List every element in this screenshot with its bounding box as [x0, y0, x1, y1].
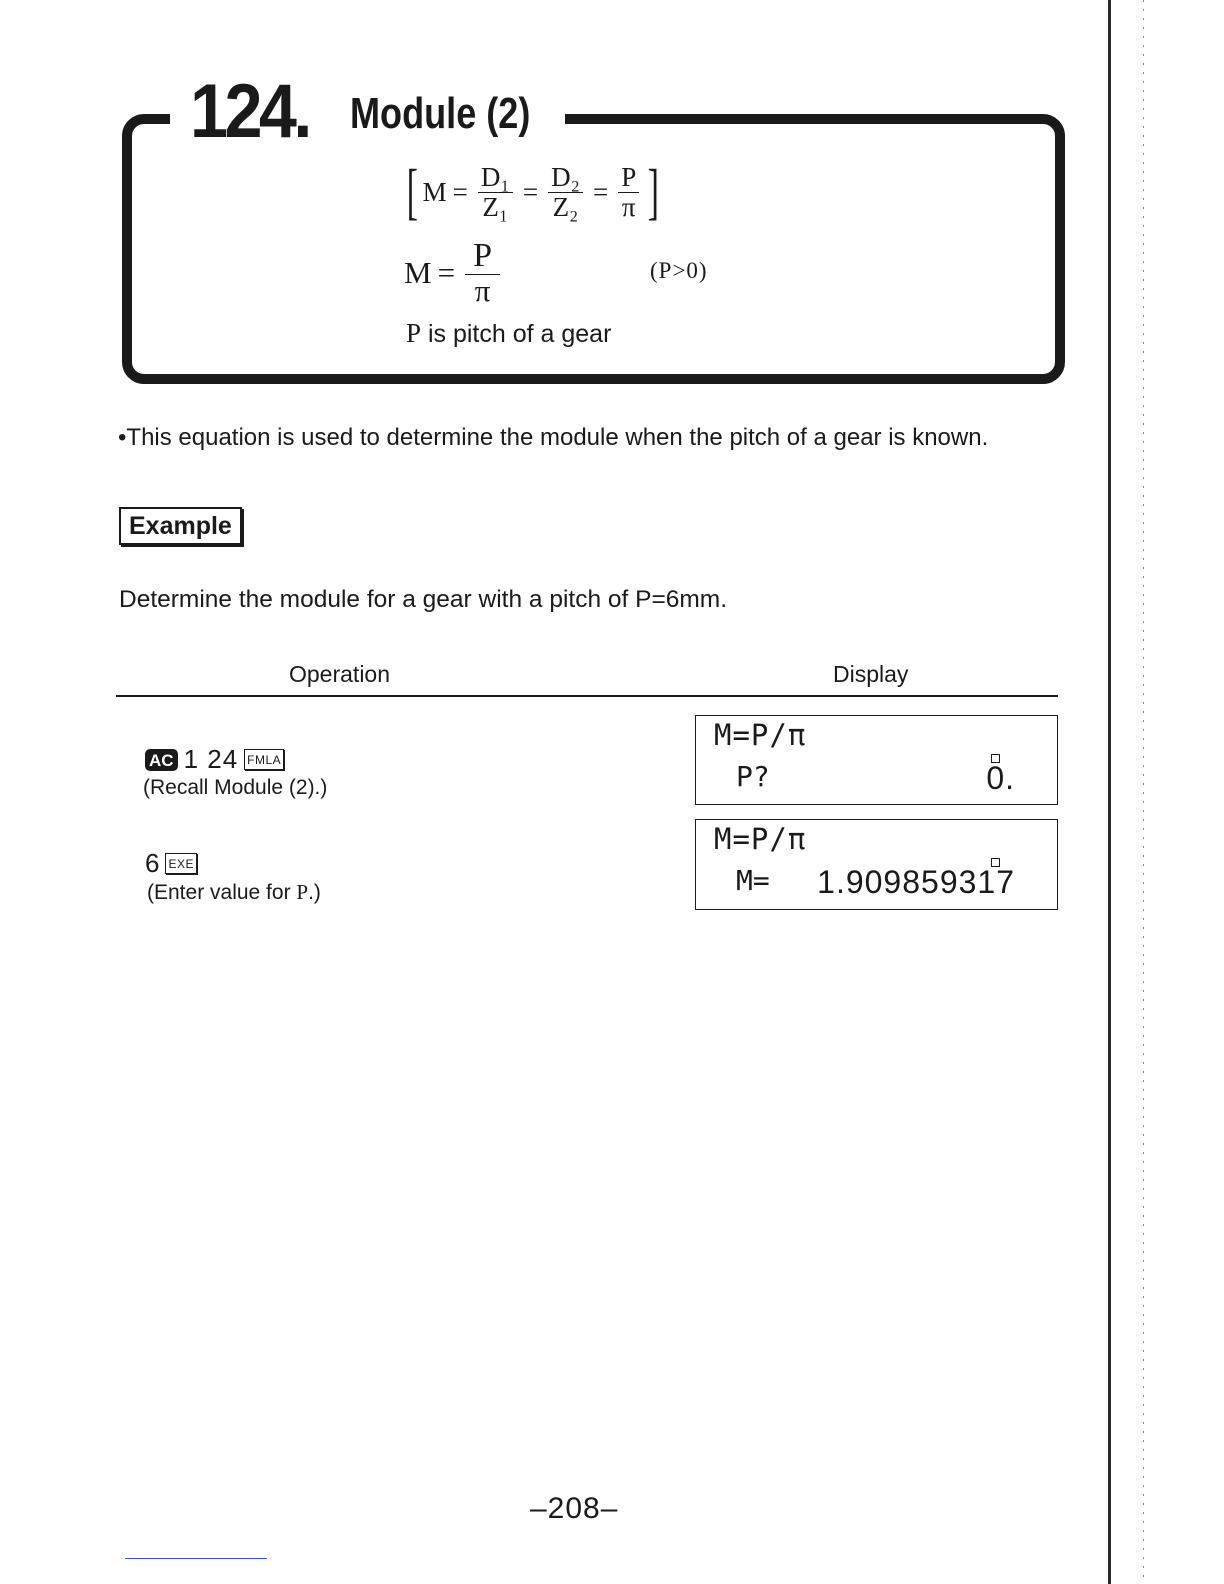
step-2-note-prefix: (Enter value for — [147, 881, 297, 904]
fraction-p-pi — [465, 238, 500, 307]
step-1-display — [695, 715, 1058, 805]
equals-sign: = — [437, 254, 456, 290]
formula-m: M — [422, 176, 447, 207]
fmla-key-icon: FMLA — [244, 749, 284, 770]
step-2-keystrokes — [145, 848, 197, 879]
step-2-note — [147, 880, 321, 905]
page-edge-line — [1108, 0, 1111, 1584]
numerator-p: P — [465, 238, 500, 275]
numerator-d2: D₂ — [548, 163, 583, 192]
fraction-d2-z2 — [548, 163, 583, 221]
display-formula-line: M=P/π — [714, 822, 807, 856]
numerator-d1: D₁ — [478, 163, 513, 192]
fraction-p-pi — [618, 163, 639, 221]
display-result-label: M= — [736, 864, 770, 897]
equals-sign: = — [592, 176, 609, 207]
step-1-note: (Recall Module (2).) — [143, 776, 328, 799]
denominator-z2: Z₂ — [552, 191, 579, 222]
display-prompt: P? — [736, 760, 770, 793]
step-2-display — [695, 819, 1058, 910]
ac-key-icon: AC — [145, 749, 178, 771]
left-bracket: [ — [406, 158, 419, 226]
denominator-pi: π — [474, 272, 491, 308]
step-2-note-suffix: .) — [308, 881, 321, 904]
description-bullet: •This equation is used to determine the module when the pitch of a gear is known. — [118, 424, 989, 451]
variable-note — [406, 318, 611, 349]
denominator-z1: Z₁ — [482, 191, 509, 222]
denominator-pi: π — [621, 191, 636, 222]
example-label: Example — [119, 507, 242, 545]
step-2-input: 6 — [145, 848, 160, 878]
operation-column-header: Operation — [289, 661, 391, 687]
display-result-value: 1.909859317 — [817, 864, 1015, 900]
fraction-d1-z1 — [478, 163, 513, 221]
example-problem: Determine the module for a gear with a pitch of P=6mm. — [119, 586, 728, 613]
module-formula — [404, 238, 504, 307]
equals-sign: = — [522, 176, 539, 207]
section-number: 124. — [190, 69, 309, 154]
display-formula-line: M=P/π — [714, 718, 807, 752]
display-value: 0. — [986, 760, 1015, 796]
step-2-note-variable: P — [296, 880, 309, 904]
page-number: –208– — [530, 1492, 619, 1525]
general-formula — [402, 158, 664, 226]
footer-rule — [125, 1558, 267, 1559]
variable-description: is pitch of a gear — [421, 320, 612, 348]
exe-key-icon: EXE — [165, 853, 197, 874]
formula-condition: (P>0) — [650, 258, 708, 283]
page-edge-dots — [1143, 0, 1144, 1584]
step-1-input: 1 24 — [183, 744, 239, 774]
numerator-p: P — [618, 163, 639, 192]
equals-sign: = — [452, 176, 468, 207]
step-1-keystrokes — [145, 744, 284, 775]
table-divider — [116, 695, 1058, 697]
display-column-header: Display — [833, 661, 909, 687]
right-bracket: ] — [647, 158, 660, 226]
variable-p: P — [406, 318, 422, 348]
section-title: Module (2) — [350, 89, 531, 138]
formula-m: M — [404, 254, 432, 290]
